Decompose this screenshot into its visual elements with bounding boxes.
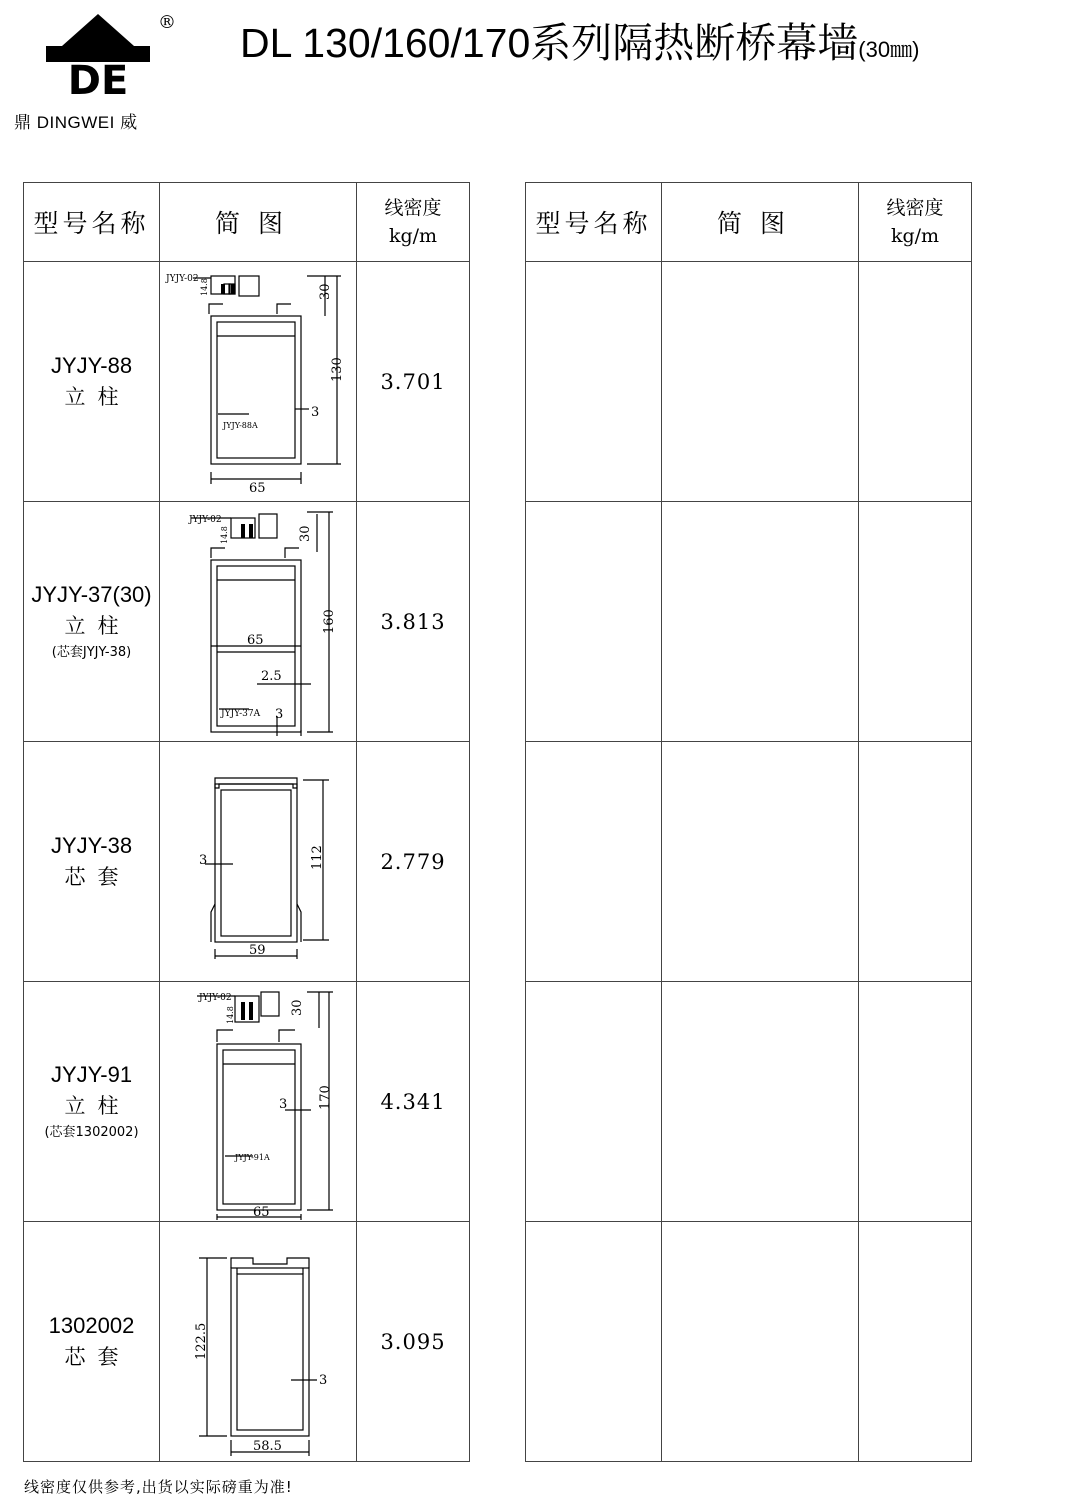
density-cell: 4.341 — [357, 982, 470, 1222]
model-code: JYJY-91 — [50, 1061, 133, 1087]
model-cell — [24, 982, 160, 1222]
empty-cell — [662, 262, 859, 502]
width-label: 59 — [248, 942, 266, 958]
wall-label: 3 — [318, 1372, 327, 1388]
table-row — [24, 262, 470, 502]
height-label: 170 — [317, 1084, 333, 1110]
table-row-empty — [526, 742, 972, 982]
inner-code-label: JYJY-91A — [234, 1152, 270, 1162]
clip-label: JYJY-02 — [188, 514, 222, 525]
width-label: 65 — [252, 1204, 270, 1220]
wall-a-label: 2.5 — [260, 668, 282, 684]
strip-label: 14.8 — [225, 1005, 235, 1024]
model-cell — [24, 1222, 160, 1462]
model-note: (芯套1302002) — [44, 1124, 139, 1140]
model-code: JYJY-37(30) — [31, 581, 152, 607]
table-row-empty — [526, 982, 972, 1222]
empty-cell — [662, 742, 859, 982]
model-cell — [24, 502, 160, 742]
height-label: 160 — [321, 608, 337, 634]
density-cell: 3.095 — [357, 1222, 470, 1462]
profile-drawing-1302002 — [161, 1224, 356, 1460]
drawing-cell — [160, 502, 357, 742]
drawing-cell — [160, 742, 357, 982]
height-label: 112 — [309, 844, 325, 870]
wall-label: 3 — [278, 1096, 287, 1112]
density-cell: 3.701 — [357, 262, 470, 502]
wall-label: 3 — [274, 706, 283, 722]
model-code: JYJY-88 — [50, 352, 133, 378]
header-drawing: 简图 — [662, 183, 859, 262]
header-model-name: 型号名称 — [24, 183, 160, 262]
header-density: 线密度 kg/m — [357, 183, 470, 262]
width-label: 65 — [248, 480, 266, 496]
top-height-label: 30 — [289, 998, 305, 1016]
table-row — [24, 742, 470, 982]
header-density: 线密度 kg/m — [859, 183, 972, 262]
density-cell: 3.813 — [357, 502, 470, 742]
table-row — [24, 1222, 470, 1462]
table-row — [24, 502, 470, 742]
empty-cell — [526, 742, 662, 982]
inner-code-label: JYJY-37A — [220, 708, 260, 719]
model-cell — [24, 742, 160, 982]
empty-cell — [662, 982, 859, 1222]
empty-cell — [526, 262, 662, 502]
top-height-label: 30 — [317, 282, 333, 300]
profile-table-right — [525, 182, 972, 1462]
strip-label: 14.8 — [199, 277, 209, 296]
empty-cell — [526, 1222, 662, 1462]
empty-cell — [859, 262, 972, 502]
empty-cell — [859, 502, 972, 742]
logo-letters: DE — [67, 58, 129, 96]
drawing-cell — [160, 262, 357, 502]
wall-label: 3 — [198, 852, 207, 868]
empty-cell — [859, 1222, 972, 1462]
model-note: (芯套JYJY-38) — [51, 644, 132, 660]
width-label: 58.5 — [252, 1438, 282, 1454]
model-type: 芯套 — [64, 864, 131, 889]
header-model-name: 型号名称 — [526, 183, 662, 262]
empty-cell — [662, 502, 859, 742]
profile-drawing-jyjy-37 — [161, 504, 356, 740]
density-cell: 2.779 — [357, 742, 470, 982]
empty-cell — [526, 502, 662, 742]
profile-drawing-jyjy-91 — [161, 984, 356, 1220]
header-drawing: 简图 — [160, 183, 357, 262]
empty-cell — [859, 982, 972, 1222]
clip-label: JYJY-02 — [165, 273, 199, 284]
page-title: DL 130/160/170系列隔热断桥幕墙(30㎜) — [240, 20, 920, 66]
strip-label: 14.8 — [219, 525, 229, 544]
height-label: 122.5 — [193, 1322, 209, 1360]
model-type: 立柱 — [64, 1093, 131, 1118]
model-cell — [24, 262, 160, 502]
empty-cell — [662, 1222, 859, 1462]
table-header-row — [526, 183, 972, 262]
drawing-cell — [160, 982, 357, 1222]
dingwei-logo-icon — [46, 12, 150, 96]
registered-mark: ® — [158, 12, 176, 33]
table-row-empty — [526, 1222, 972, 1462]
brand-name: 鼎 DINGWEI 威 — [14, 113, 138, 133]
table-header-row — [24, 183, 470, 262]
width-label: 65 — [246, 632, 264, 648]
empty-cell — [859, 742, 972, 982]
table-row — [24, 982, 470, 1222]
model-type: 芯套 — [64, 1344, 131, 1369]
clip-label: JYJY-02 — [198, 992, 232, 1003]
model-code: 1302002 — [48, 1312, 135, 1338]
empty-cell — [526, 982, 662, 1222]
company-logo — [14, 8, 184, 133]
model-type: 立柱 — [64, 384, 131, 409]
inner-code-label: JYJY-88A — [222, 420, 258, 430]
profile-drawing-jyjy-38 — [161, 744, 356, 980]
height-label: 130 — [329, 356, 345, 382]
profile-drawing-jyjy-88 — [161, 264, 356, 500]
top-height-label: 30 — [297, 524, 313, 542]
model-type: 立柱 — [64, 613, 131, 638]
drawing-cell — [160, 1222, 357, 1462]
table-row-empty — [526, 262, 972, 502]
model-code: JYJY-38 — [50, 832, 133, 858]
table-row-empty — [526, 502, 972, 742]
footer-note: 线密度仅供参考,出货以实际磅重为准! — [24, 1478, 293, 1496]
profile-table-left — [23, 182, 470, 1462]
wall-label: 3 — [310, 404, 319, 420]
